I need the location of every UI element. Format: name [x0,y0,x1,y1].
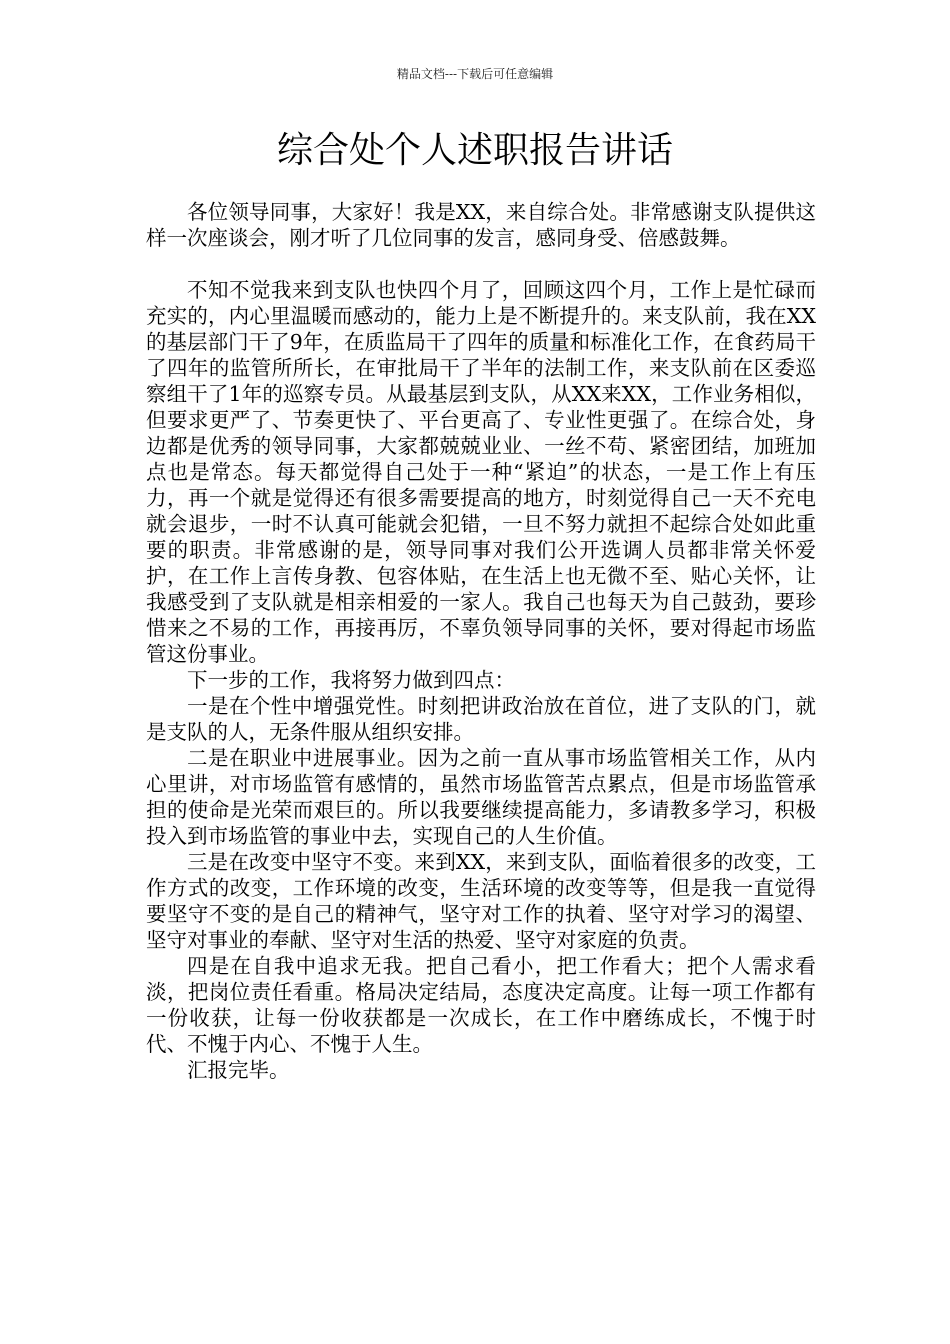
paragraph-point-three: 三是在改变中坚守不变。来到XX，来到支队，面临着很多的改变，工作方式的改变，工作环境的改变，生活环境的改变等等，但是我一直觉得要坚守不变的是自己的精神气，坚守对工作的执着、坚守对学习的渴望、坚守对事业的奉献、坚守对生活的热爱、坚守对家庭的负责。 [146,850,816,952]
paragraph-point-two: 二是在职业中进展事业。因为之前一直从事市场监管相关工作，从内心里讲，对市场监管有感情的，虽然市场监管苦点累点，但是市场监管承担的使命是光荣而艰巨的。所以我要继续提高能力，多请教多学习，积极投入到市场监管的事业中去，实现自己的人生价值。 [146,746,816,848]
paragraph-closing: 汇报完毕。 [187,1058,290,1082]
document-title: 综合处个人述职报告讲话 [276,130,673,171]
paragraph-review: 不知不觉我来到支队也快四个月了，回顾这四个月，工作上是忙碌而充实的，内心里温暖而感动的，能力上是不断提升的。来支队前，我在XX的基层部门干了9年，在质监局干了四年的质量和标准化工作，在食药局干了四年的监管所所长，在审批局干了半年的法制工作，来支队前在区委巡察组干了1年的巡察专员。从最基层到支队，从XX来XX，工作业务相似，但要求更严了、节奏更快了、平台更高了、专业性更强了。在综合处，身边都是优秀的领导同事，大家都兢兢业业、一丝不苟、紧密团结，加班加点也是常态。每天都觉得自己处于一种“紧迫”的状态，一是工作上有压力，再一个就是觉得还有很多需要提高的地方，时刻觉得自己一天不充电就会退步，一时不认真可能就会犯错，一旦不努力就担不起综合处如此重要的职责。非常感谢的是，领导同事对我们公开选调人员都非常关怀爱护，在工作上言传身教、包容体贴，在生活上也无微不至、贴心关怀，让我感受到了支队就是相亲相爱的一家人。我自己也每天为自己鼓劲，要珍惜来之不易的工作，再接再厉，不辜负领导同事的关怀，要对得起市场监管这份事业。 [146,278,816,666]
paragraph-next-steps: 下一步的工作，我将努力做到四点： [187,668,515,692]
paragraph-point-four: 四是在自我中追求无我。把自己看小，把工作看大；把个人需求看淡，把岗位责任看重。格局决定结局，态度决定高度。让每一项工作都有一份收获，让每一份收获都是一次成长，在工作中磨练成长，不愧于时代、不愧于内心、不愧于人生。 [146,954,816,1056]
document-body [146,199,816,1083]
paragraph-point-one: 一是在个性中增强党性。时刻把讲政治放在首位，进了支队的门，就是支队的人，无条件服从组织安排。 [146,694,816,744]
paragraph-greeting: 各位领导同事，大家好！我是XX，来自综合处。非常感谢支队提供这样一次座谈会，刚才听了几位同事的发言，感同身受、倍感鼓舞。 [146,200,816,250]
paragraph-gap [146,251,816,277]
header-note: 精品文档---下载后可任意编辑 [396,67,554,81]
